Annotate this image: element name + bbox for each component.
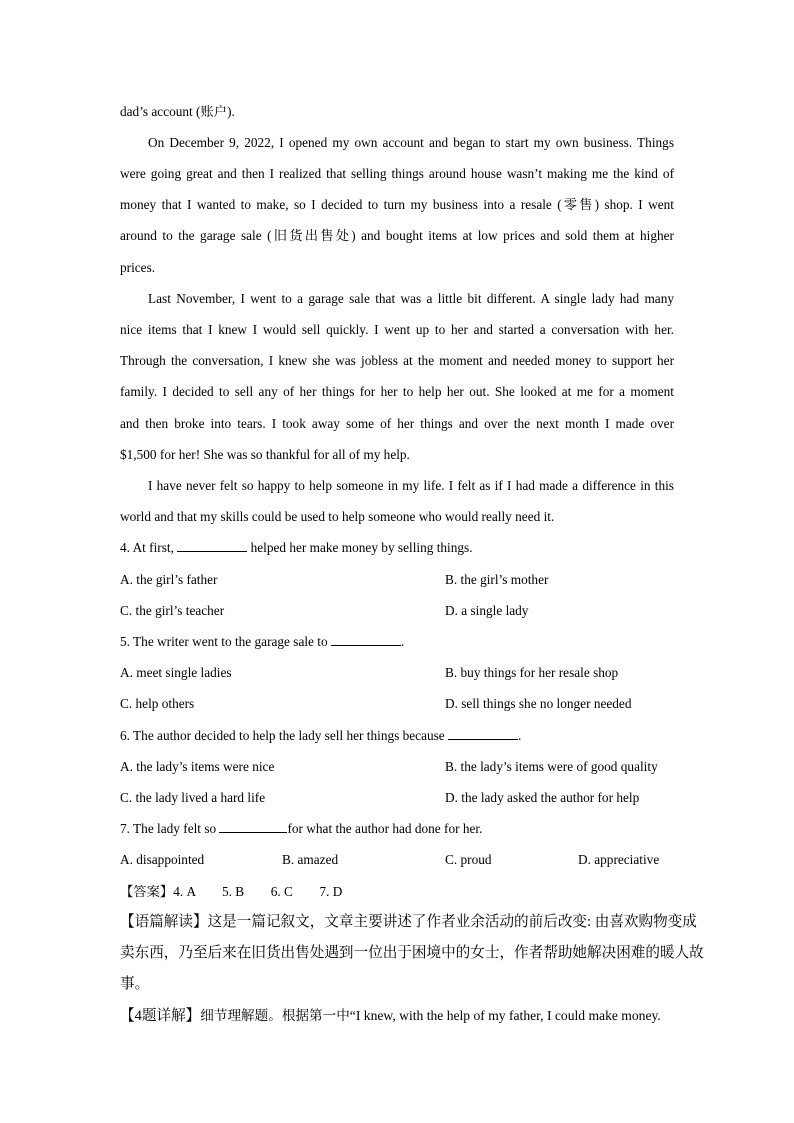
option-b: B. the lady’s items were of good quality (445, 759, 658, 774)
question-4-stem-end: helped her make money by selling things. (250, 540, 473, 555)
answer-blank (219, 820, 287, 833)
analysis-line: 卖东西，乃至后来在旧货出售处遇到一位出于困境中的女士，作者帮助她解决困难的暖人故 (120, 945, 704, 961)
analysis-label: 【语篇解读】 (120, 914, 208, 930)
question-6-stem: 6. The author decided to help the lady sell her things because (120, 728, 445, 743)
question-4 (120, 539, 674, 557)
passage-line: world and that my skills could be used to help someone who would really need it. (120, 509, 555, 524)
question-6 (120, 727, 674, 745)
option-a: A. disappointed (120, 852, 205, 867)
passage-line: On December 9, 2022, I opened my own account and began to start my own business. Things (148, 135, 674, 150)
question-6-stem-end: . (518, 728, 522, 743)
passage-line: family. I decided to sell any of her things for her to help her out. She looked at me for a moment (120, 384, 674, 399)
option-d: D. sell things she no longer needed (445, 696, 632, 711)
question-7 (120, 820, 674, 838)
passage-line: and then broke into tears. I took away some of her things and over the next month I made over (120, 416, 674, 431)
option-c: C. the lady lived a hard life (120, 790, 266, 805)
option-b: B. amazed (282, 852, 339, 867)
passage-line: nice items that I knew I would sell quickly. I went up to her and started a conversation with her. (120, 322, 674, 337)
passage-line: prices. (120, 260, 156, 275)
option-c: C. proud (445, 852, 492, 867)
question-5-stem: 5. The writer went to the garage sale to (120, 634, 328, 649)
option-b: B. buy things for her resale shop (445, 665, 619, 680)
analysis-line (120, 913, 697, 931)
detail-4-text: 细节理解题。根据第一中“I knew, with the help of my father, I could make money. (200, 1008, 661, 1023)
answer-values: 4. A 5. B 6. C 7. D (173, 884, 343, 899)
answer-blank (331, 633, 401, 646)
option-d: D. a single lady (445, 603, 529, 618)
answer-label: 【答案】 (120, 884, 174, 899)
option-d: D. appreciative (578, 852, 660, 867)
question-4-stem: 4. At first, (120, 540, 174, 555)
passage-line: dad’s account (账户). (120, 104, 235, 119)
option-d: D. the lady asked the author for help (445, 790, 640, 805)
question-7-stem-end: for what the author had done for her. (287, 821, 483, 836)
detail-4-label: 【4题详解】 (120, 1008, 201, 1024)
option-a: A. the girl’s father (120, 572, 218, 587)
detail-4 (120, 1007, 680, 1025)
question-5-stem-end: . (400, 634, 405, 649)
passage-line: Through the conversation, I knew she was jobless at the moment and needed money to support her (120, 353, 674, 368)
passage-line: I have never felt so happy to help someone in my life. I felt as if I had made a difference in this (148, 478, 674, 493)
passage-line: money that I wanted to make, so I decided to turn my business into a resale (零售) shop. I went (120, 197, 674, 212)
passage-line: were going great and then I realized that selling things around house wasn’t making me the kind of (120, 166, 674, 181)
answer-blank (448, 727, 518, 740)
passage-line: $1,500 for her! She was so thankful for all of my help. (120, 447, 410, 462)
analysis-text: 这是一篇记叙文，文章主要讲述了作者业余活动的前后改变: 由喜欢购物变成 (207, 914, 697, 930)
question-7-stem: 7. The lady felt so (120, 821, 217, 836)
option-a: A. the lady’s items were nice (120, 759, 275, 774)
option-c: C. the girl’s teacher (120, 603, 225, 618)
option-c: C. help others (120, 696, 195, 711)
question-5 (120, 633, 674, 651)
analysis-line: 事。 (120, 976, 150, 992)
answer-blank (177, 539, 247, 552)
passage-line: around to the garage sale (旧货出售处) and bought items at low prices and sold them at higher (120, 228, 674, 243)
option-b: B. the girl’s mother (445, 572, 549, 587)
option-a: A. meet single ladies (120, 665, 232, 680)
passage-line: Last November, I went to a garage sale that was a little bit different. A single lady had many (148, 291, 674, 306)
answer-key (120, 883, 674, 901)
